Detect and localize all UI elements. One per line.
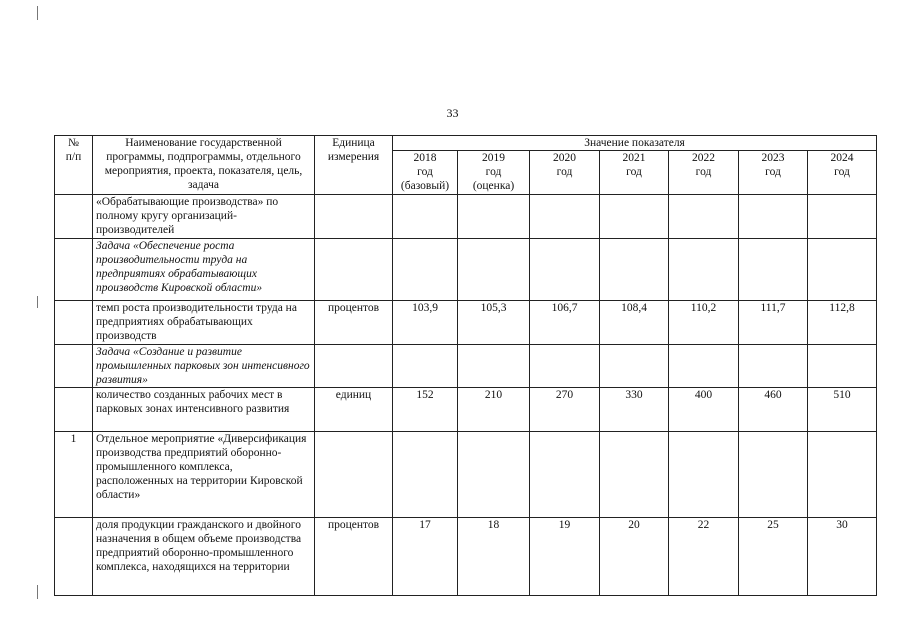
value-cell: 270: [530, 388, 600, 432]
value-cell: 112,8: [808, 301, 877, 345]
unit-cell: [315, 195, 393, 239]
header-values-group: Значение показателя: [393, 136, 877, 151]
value-cell: 19: [530, 518, 600, 596]
value-cell: 108,4: [600, 301, 669, 345]
scan-mark-bottom: [37, 585, 38, 599]
value-cell: [669, 432, 739, 518]
row-number: [55, 239, 93, 301]
value-cell: [808, 345, 877, 388]
unit-cell: [315, 432, 393, 518]
table-row: [55, 301, 877, 345]
value-cell: [600, 239, 669, 301]
value-cell: [739, 345, 808, 388]
value-cell: [393, 345, 458, 388]
indicator-name: количество созданных рабочих мест в парковых зонах интенсивного развития: [93, 388, 315, 432]
scan-mark-top: [37, 6, 38, 20]
table-row: [55, 388, 877, 432]
table-row: [55, 432, 877, 518]
value-cell: [458, 345, 530, 388]
header-year-4: 2022 год: [669, 151, 739, 195]
value-cell: [739, 239, 808, 301]
table-row: [55, 345, 877, 388]
value-cell: [739, 195, 808, 239]
row-number: [55, 388, 93, 432]
indicator-name: доля продукции гражданского и двойного назначения в общем объеме производства предприятий оборонно-промышленного комплекса, находящихся на территории: [93, 518, 315, 596]
row-number: [55, 301, 93, 345]
indicator-table: [54, 135, 877, 596]
value-cell: 111,7: [739, 301, 808, 345]
table-header: [55, 136, 877, 195]
header-year-6: 2024 год: [808, 151, 877, 195]
indicator-name: «Обрабатывающие производства» по полному кругу организаций-производителей: [93, 195, 315, 239]
value-cell: 20: [600, 518, 669, 596]
value-cell: [600, 195, 669, 239]
task-name: Задача «Обеспечение роста производительности труда на предприятиях обрабатывающих производств Кировской области»: [93, 239, 315, 301]
value-cell: 210: [458, 388, 530, 432]
value-cell: [458, 239, 530, 301]
scan-mark-middle: [37, 296, 38, 308]
value-cell: 110,2: [669, 301, 739, 345]
value-cell: 17: [393, 518, 458, 596]
unit-cell: процентов: [315, 301, 393, 345]
value-cell: [530, 239, 600, 301]
value-cell: 103,9: [393, 301, 458, 345]
table-row: [55, 195, 877, 239]
value-cell: 510: [808, 388, 877, 432]
value-cell: [600, 432, 669, 518]
value-cell: 22: [669, 518, 739, 596]
task-name: Задача «Создание и развитие промышленных парковых зон интенсивного развития»: [93, 345, 315, 388]
value-cell: 330: [600, 388, 669, 432]
value-cell: 152: [393, 388, 458, 432]
value-cell: [530, 345, 600, 388]
indicator-name: Отдельное мероприятие «Диверсификация производства предприятий оборонно-промышленного комплекса, расположенных на территории Кировской области»: [93, 432, 315, 518]
header-unit: Единица измерения: [315, 136, 393, 195]
indicator-name: темп роста производительности труда на предприятиях обрабатывающих производств: [93, 301, 315, 345]
header-year-3: 2021 год: [600, 151, 669, 195]
unit-cell: процентов: [315, 518, 393, 596]
value-cell: [808, 432, 877, 518]
value-cell: 106,7: [530, 301, 600, 345]
row-number: [55, 195, 93, 239]
value-cell: [458, 195, 530, 239]
header-num: № п/п: [55, 136, 93, 195]
value-cell: 18: [458, 518, 530, 596]
page-number: 33: [446, 106, 459, 120]
value-cell: [393, 432, 458, 518]
value-cell: 25: [739, 518, 808, 596]
header-year-0: 2018 год (базовый): [393, 151, 458, 195]
value-cell: 460: [739, 388, 808, 432]
value-cell: [393, 195, 458, 239]
value-cell: [669, 239, 739, 301]
row-number: [55, 345, 93, 388]
value-cell: 105,3: [458, 301, 530, 345]
value-cell: [393, 239, 458, 301]
unit-cell: [315, 239, 393, 301]
value-cell: 400: [669, 388, 739, 432]
header-year-1: 2019 год (оценка): [458, 151, 530, 195]
header-year-5: 2023 год: [739, 151, 808, 195]
table-row: [55, 239, 877, 301]
row-number: 1: [55, 432, 93, 518]
value-cell: [808, 239, 877, 301]
value-cell: [808, 195, 877, 239]
value-cell: [530, 195, 600, 239]
value-cell: [530, 432, 600, 518]
table-body: [55, 195, 877, 596]
value-cell: [458, 432, 530, 518]
value-cell: [600, 345, 669, 388]
value-cell: 30: [808, 518, 877, 596]
table-row: [55, 518, 877, 596]
value-cell: [669, 345, 739, 388]
unit-cell: единиц: [315, 388, 393, 432]
value-cell: [739, 432, 808, 518]
value-cell: [669, 195, 739, 239]
header-name: Наименование государственной программы, подпрограммы, отдельного мероприятия, проекта, показателя, цель, задача: [93, 136, 315, 195]
header-year-2: 2020 год: [530, 151, 600, 195]
unit-cell: [315, 345, 393, 388]
row-number: [55, 518, 93, 596]
